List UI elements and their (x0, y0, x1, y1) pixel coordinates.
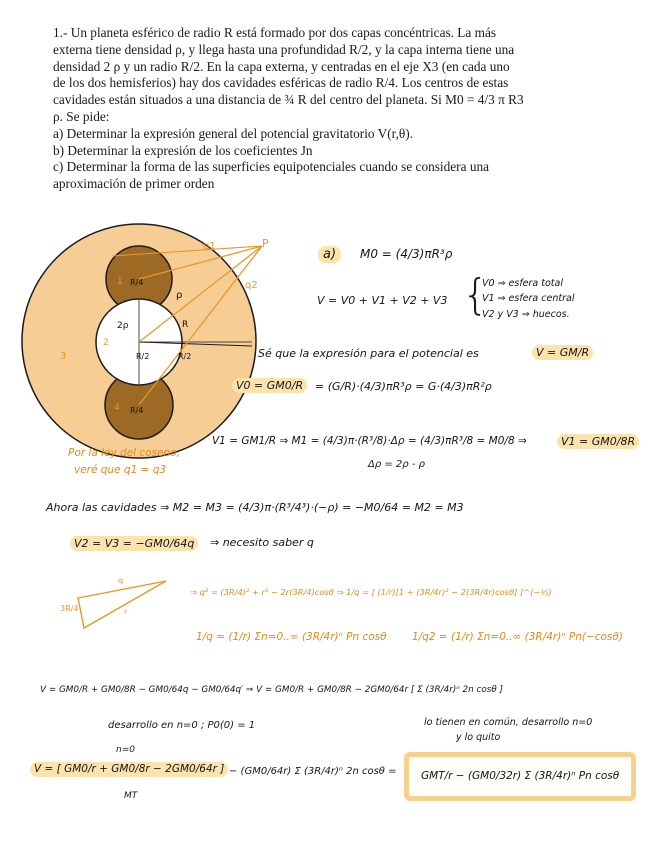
brace-glyph: { (462, 270, 489, 319)
brace-v0: V0 ⇒ esfera total (482, 278, 563, 289)
label-radius: R (182, 320, 189, 330)
cosine-triangle (78, 581, 166, 628)
common-note: lo tienen en común, desarrollo n=0 (424, 717, 593, 728)
q-squared: ⇒ q² = (3R/4)² + r² − 2r(3R/4)cosθ ⇒ 1/q = [ (1/r)[1 + (3R/4r)² − 2(3R/4r)cosθ] ]^(−½) (190, 587, 552, 597)
problem-line: densidad 2 ρ y un radio R/2. En la capa externa, y centradas en el eje X3 (en cada uno (53, 58, 510, 74)
triangle-q: q (118, 576, 124, 585)
delta-rho: Δρ = 2ρ - ρ (368, 459, 425, 470)
label-top-cavity: R/4 (130, 278, 144, 287)
m0-definition: M0 = (4/3)πR³ρ (360, 247, 453, 261)
v-gm-r: V = GM/R (532, 345, 593, 360)
n0-label: n=0 (116, 745, 135, 755)
problem-line: ρ. Se pide: (53, 108, 110, 124)
v-final-left: V = [ GM0/r + GM0/8r − 2GM0/64r ] (30, 762, 228, 777)
common-note-2: y lo quito (456, 732, 501, 743)
label-region-3: 3 (60, 351, 67, 362)
v-final-middle: − (GM0/64r) Σ (3R/4r)ⁿ 2n cosθ = (229, 766, 397, 777)
v0-expansion: = (G/R)·(4/3)πR³ρ = G·(4/3)πR²ρ (315, 380, 492, 393)
series-1-over-q2: 1/q2 = (1/r) Σn=0..∞ (3R/4r)ⁿ Pn(−cosθ) (412, 631, 623, 643)
label-region-4: 4 (114, 403, 120, 413)
label-point-p: P (262, 237, 269, 250)
cosine-note-2: veré que q1 = q3 (74, 464, 167, 476)
v-total: V = GM0/R + GM0/8R − GM0/64q − GM0/64q′ ⇒ V = GM0/R + GM0/8R − 2GM0/64r [ Σ (3R/4r)ⁿ 2n cosθ ] (40, 685, 503, 695)
label-core-density: 2ρ (117, 321, 129, 331)
brace-v23: V2 y V3 ⇒ huecos. (482, 309, 570, 320)
develop-note: desarrollo en n=0 ; P0(0) = 1 (108, 720, 256, 731)
problem-line: b) Determinar la expresión de los coeficientes Jn (53, 142, 313, 158)
label-half-radius-left: R/2 (136, 352, 150, 361)
v0-expression: V0 = GM0/R (232, 378, 307, 393)
problem-line: cavidades están situados a una distancia de ¾ R del centro del planeta. Si M0 = 4/3 π R3 (53, 92, 524, 108)
mt-label: MT (124, 791, 138, 801)
v1-result: V1 = GM0/8R (557, 434, 639, 449)
problem-line: de los dos hemisferios) hay dos cavidades esféricas de radio R/4. Los centros de estas (53, 75, 509, 91)
label-rho: ρ (176, 290, 183, 301)
cosine-note: Por la ley del coseno, (68, 447, 180, 459)
label-bottom-cavity: R/4 (130, 406, 144, 415)
label-region-1: 1 (117, 277, 123, 287)
label-half-radius-right: R/2 (178, 352, 192, 361)
final-result-box: GMT/r − (GM0/32r) Σ (3R/4r)ⁿ Pn cosθ (404, 752, 636, 801)
problem-line: a) Determinar la expresión general del potencial gravitatorio V(r,θ). (53, 125, 414, 141)
label-region-2: 2 (103, 338, 109, 348)
triangle-r: r (124, 607, 128, 616)
series-1-over-q: 1/q = (1/r) Σn=0..∞ (3R/4r)ⁿ Pn cosθ (196, 631, 387, 643)
v23-result: V2 = V3 = −GM0/64q (70, 536, 198, 551)
label-q1: q1 (203, 241, 216, 252)
label-q2: q2 (245, 280, 258, 291)
v-sum: V = V0 + V1 + V2 + V3 (317, 294, 448, 307)
problem-line: externa tiene densidad ρ, y llega hasta una profundidad R/2, y la capa interna tiene una (53, 41, 515, 57)
problem-line: c) Determinar la forma de las superficies equipotenciales cuando se considera una (53, 159, 490, 175)
known-expression: Sé que la expresión para el potencial es (258, 347, 479, 360)
triangle-3r4: 3R/4 (60, 604, 79, 613)
v1-derivation: V1 = GM1/R ⇒ M1 = (4/3)π·(R³/8)·Δρ = (4/3)πR³/8 = M0/8 ⇒ (212, 435, 527, 447)
part-a-label: a) (318, 246, 341, 263)
brace-v1: V1 ⇒ esfera central (482, 293, 575, 304)
problem-line: aproximación de primer orden (53, 176, 215, 192)
cavities-line: Ahora las cavidades ⇒ M2 = M3 = (4/3)π·(R³/4³)·(−ρ) = −M0/64 = M2 = M3 (46, 501, 464, 514)
problem-line: 1.- Un planeta esférico de radio R está formado por dos capas concéntricas. La más (53, 25, 497, 40)
need-q: ⇒ necesito saber q (210, 536, 314, 549)
